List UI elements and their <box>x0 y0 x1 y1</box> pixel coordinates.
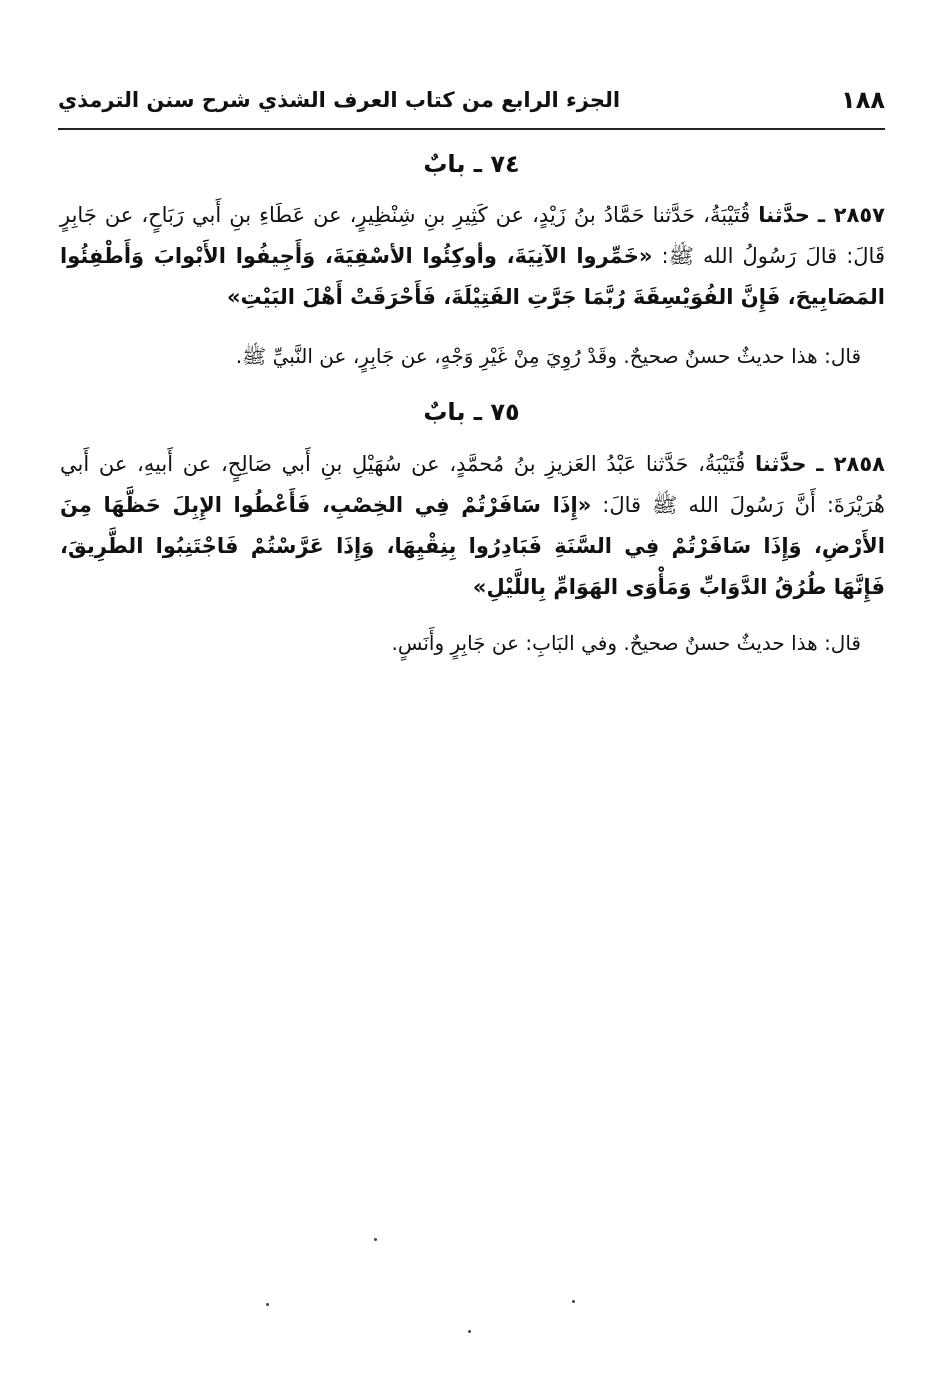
page-header <box>58 82 885 130</box>
hadith-chain: قُتَيْبَةُ، حَدَّثنا حَمَّادُ بنُ زَيْدٍ، عن كَثِيرِ بنِ شِنْظِيرٍ، عن عَطَاءِ بنِ أَبي رَبَاحٍ، عن جَابِرٍ قَالَ: قالَ رَسُولُ الله ﷺ: <box>60 203 885 268</box>
chapter-heading-74: ٧٤ ـ بابٌ <box>423 150 520 178</box>
hadith-2857 <box>60 195 885 318</box>
hadith-2858 <box>60 444 885 608</box>
hadith-chain: قُتَيْبَةُ، حَدَّثنا عَبْدُ العَزيزِ بنُ مُحمَّدٍ، عن سُهَيْلِ بنِ أَبي صَالِحٍ، عن أَبيهِ، عن أَبي هُرَيْرَةَ: أَنَّ رَسُولَ الله ﷺ قالَ: <box>60 452 885 517</box>
hadith-grading-2858: قال: هذا حديثٌ حسنٌ صحيحٌ. وفي البَابِ: عن جَابِرٍ وأَنَسٍ. <box>391 631 861 655</box>
scan-speck <box>266 1303 269 1306</box>
hadith-matn: «خَمِّروا الآنِيَةَ، وأوكِئُوا الأسْقِيَةَ، وَأَجِيفُوا الأَبْوابَ وَأَطْفِئُوا المَصَابِيحَ، فَإِنَّ الفُوَيْسِقَةَ رُبَّمَا جَرَّتِ الفَتِيْلَةَ، فَأَحْرَقَتْ أَهْلَ البَيْتِ» <box>60 244 885 309</box>
scan-speck <box>468 1330 471 1333</box>
hadith-matn: «إِذَا سَافَرْتُمْ فِي الخِصْبِ، فَأَعْطُوا الإِبِلَ حَظَّهَا مِنَ الأَرْضِ، وَإِذَا سَافَرْتُمْ فِي السَّنَةِ فَبَادِرُوا بِنِقْيِهَا، وَإِذَا عَرَّسْتُمْ فَاجْتَنِبُوا الطَّرِيقَ، فَإِنَّهَا طُرُقُ الدَّوَابِّ وَمَأْوَى الهَوَامِّ بِاللَّيْلِ» <box>60 493 885 599</box>
scan-speck <box>572 1300 575 1303</box>
hadith-lead: حدَّثنا <box>754 452 807 476</box>
chapter-heading-75: ٧٥ ـ بابٌ <box>423 398 520 426</box>
hadith-grading-2857: قال: هذا حديثٌ حسنٌ صحيحٌ. وقَدْ رُوِيَ مِنْ غَيْرِ وَجْهٍ، عن جَابِرٍ، عن النَّبيِّ ﷺ. <box>235 344 861 368</box>
hadith-number: ٢٨٥٧ ـ <box>817 203 886 227</box>
hadith-lead: حدَّثنا <box>758 203 810 227</box>
page-number: ١٨٨ <box>841 86 885 114</box>
scan-speck <box>374 1238 377 1241</box>
running-title: الجزء الرابع من كتاب العرف الشذي شرح سنن الترمذي <box>58 88 621 112</box>
hadith-number: ٢٨٥٨ ـ <box>816 452 886 476</box>
